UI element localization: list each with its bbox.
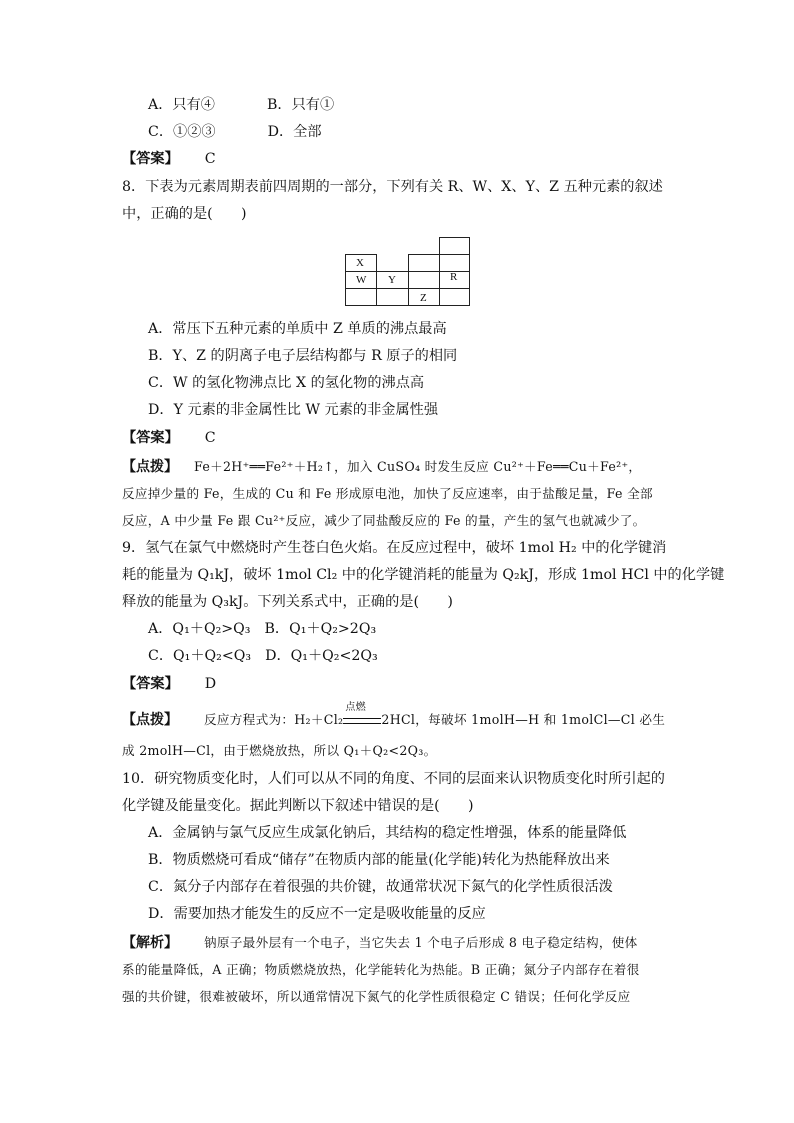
answer-value: C [204,430,216,446]
q7-option-c: C．①②③ [148,124,216,140]
table-cell-row3-col3 [408,271,440,289]
table-cell-row4-col2 [376,288,409,306]
q10-option-d: D．需要加热才能发生的反应不一定是吸收能量的反应 [148,906,486,922]
q9-option-b: B．Q₁＋Q₂>2Q₃ [264,621,377,637]
q7-option-a: A．只有④ [148,97,215,113]
q9-answer [122,674,216,694]
answer-value: D [204,676,217,692]
note-tag: 【点拨】 [122,459,178,475]
note-equation-right: 2HCl，每破坏 1molH—H 和 1molCl—Cl 必生 [381,712,666,727]
element-w: W [356,274,367,286]
element-y: Y [388,274,396,286]
q7-options-row1 [148,95,334,115]
q9-option-d: D．Q₁＋Q₂<2Q₃ [265,648,378,664]
q8-note-line1 [122,457,641,477]
q8-option-c: C．W 的氢化物沸点比 X 的氢化物的沸点高 [148,375,425,391]
table-cell-w [345,271,377,289]
q8-option-d: D．Y 元素的非金属性比 W 元素的非金属性强 [148,402,439,418]
table-cell-r [439,271,470,289]
answer-tag: 【答案】 [122,430,179,446]
table-cell-row4-col4 [439,288,470,306]
q7-options-row2 [148,122,322,142]
note-text: Fe＋2H⁺══Fe²⁺＋H₂↑，加入 CuSO₄ 时发生反应 Cu²⁺＋Fe══Cu＋Fe²⁺， [194,459,642,474]
q8-option-a: A．常压下五种元素的单质中 Z 单质的沸点最高 [148,321,447,337]
q9-options-row1 [148,619,376,639]
q7-option-b: B．只有① [267,97,335,113]
element-r: R [450,271,458,283]
q9-options-row2 [148,646,378,666]
q10-option-c: C．氮分子内部存在着很强的共价键，故通常状况下氮气的化学性质很活泼 [148,879,613,895]
q8-stem-line1: 8．下表为元素周期表前四周期的一部分，下列有关 R、W、X、Y、Z 五种元素的叙述 [122,179,663,195]
q9-stem-line3: 释放的能量为 Q₃kJ。下列关系式中，正确的是( ) [122,594,453,610]
q10-option-a: A．金属钠与氯气反应生成氯化钠后，其结构的稳定性增强，体系的能量降低 [148,825,627,841]
q8-note-line3: 反应，A 中少量 Fe 跟 Cu²⁺反应，减少了同盐酸反应的 Fe 的量，产生的氢气也就减少了。 [122,513,646,528]
q9-note-line2: 成 2molH—Cl，由于燃烧放热，所以 Q₁＋Q₂<2Q₃。 [122,743,437,758]
q8-answer [122,428,216,448]
q10-option-b: B．物质燃烧可看成“储存”在物质内部的能量(化学能)转化为热能释放出来 [148,852,610,868]
q7-answer [122,149,216,169]
q10-analysis-line1 [122,933,638,953]
q10-analysis-line3: 强的共价键，很难被破坏，所以通常情况下氮气的化学性质很稳定 C 错误；任何化学反应 [122,989,631,1004]
note-tag: 【点拨】 [122,712,178,728]
table-cell-y [376,271,409,289]
q8-option-b: B．Y、Z 的阴离子电子层结构都与 R 原子的相同 [148,348,458,364]
table-cell-x [345,254,377,272]
equals-sign [343,718,381,724]
q9-option-c: C．Q₁＋Q₂<Q₃ [148,648,252,664]
analysis-text: 钠原子最外层有一个电子，当它失去 1 个电子后形成 8 电子稳定结构，使体 [204,935,638,950]
q9-note-line1 [122,702,666,730]
q10-analysis-line2: 系的能量降低，A 正确；物质燃烧放热，化学能转化为热能。B 正确；氮分子内部存在着很 [122,962,640,977]
q10-stem-line2: 化学键及能量变化。据此判断以下叙述中错误的是( ) [122,798,474,814]
q9-stem-line1: 9．氢气在氯气中燃烧时产生苍白色火焰。在反应过程中，破坏 1mol H₂ 中的化学键消 [122,540,667,556]
element-z: Z [420,292,427,304]
q8-note-line2: 反应掉少量的 Fe，生成的 Cu 和 Fe 形成原电池，加快了反应速率，由于盐酸足量，Fe 全部 [122,486,653,501]
element-x: X [356,257,364,269]
q10-stem-line1: 10．研究物质变化时，人们可以从不同的角度、不同的层面来认识物质变化时所引起的 [122,771,665,787]
table-cell-z [408,288,440,306]
table-cell-row4-col1 [345,288,377,306]
answer-tag: 【答案】 [122,676,179,692]
q9-option-a: A．Q₁＋Q₂>Q₃ [148,621,251,637]
q7-option-d: D．全部 [267,124,322,140]
periodic-table-fragment [345,237,470,306]
reaction-condition [343,702,381,730]
answer-tag: 【答案】 [122,151,179,167]
table-cell-row2-col3 [408,254,440,272]
q9-stem-line2: 耗的能量为 Q₁kJ，破坏 1mol Cl₂ 中的化学键消耗的能量为 Q₂kJ，形成 1mol HCl 中的化学键 [122,567,725,583]
q8-stem-line2: 中，正确的是( ) [122,206,247,222]
table-cell-top-right [439,237,470,255]
note-equation-left: 反应方程式为：H₂＋Cl₂ [204,712,344,727]
condition-label: 点燃 [345,702,367,713]
analysis-tag: 【解析】 [122,935,178,951]
answer-value: C [204,151,216,167]
